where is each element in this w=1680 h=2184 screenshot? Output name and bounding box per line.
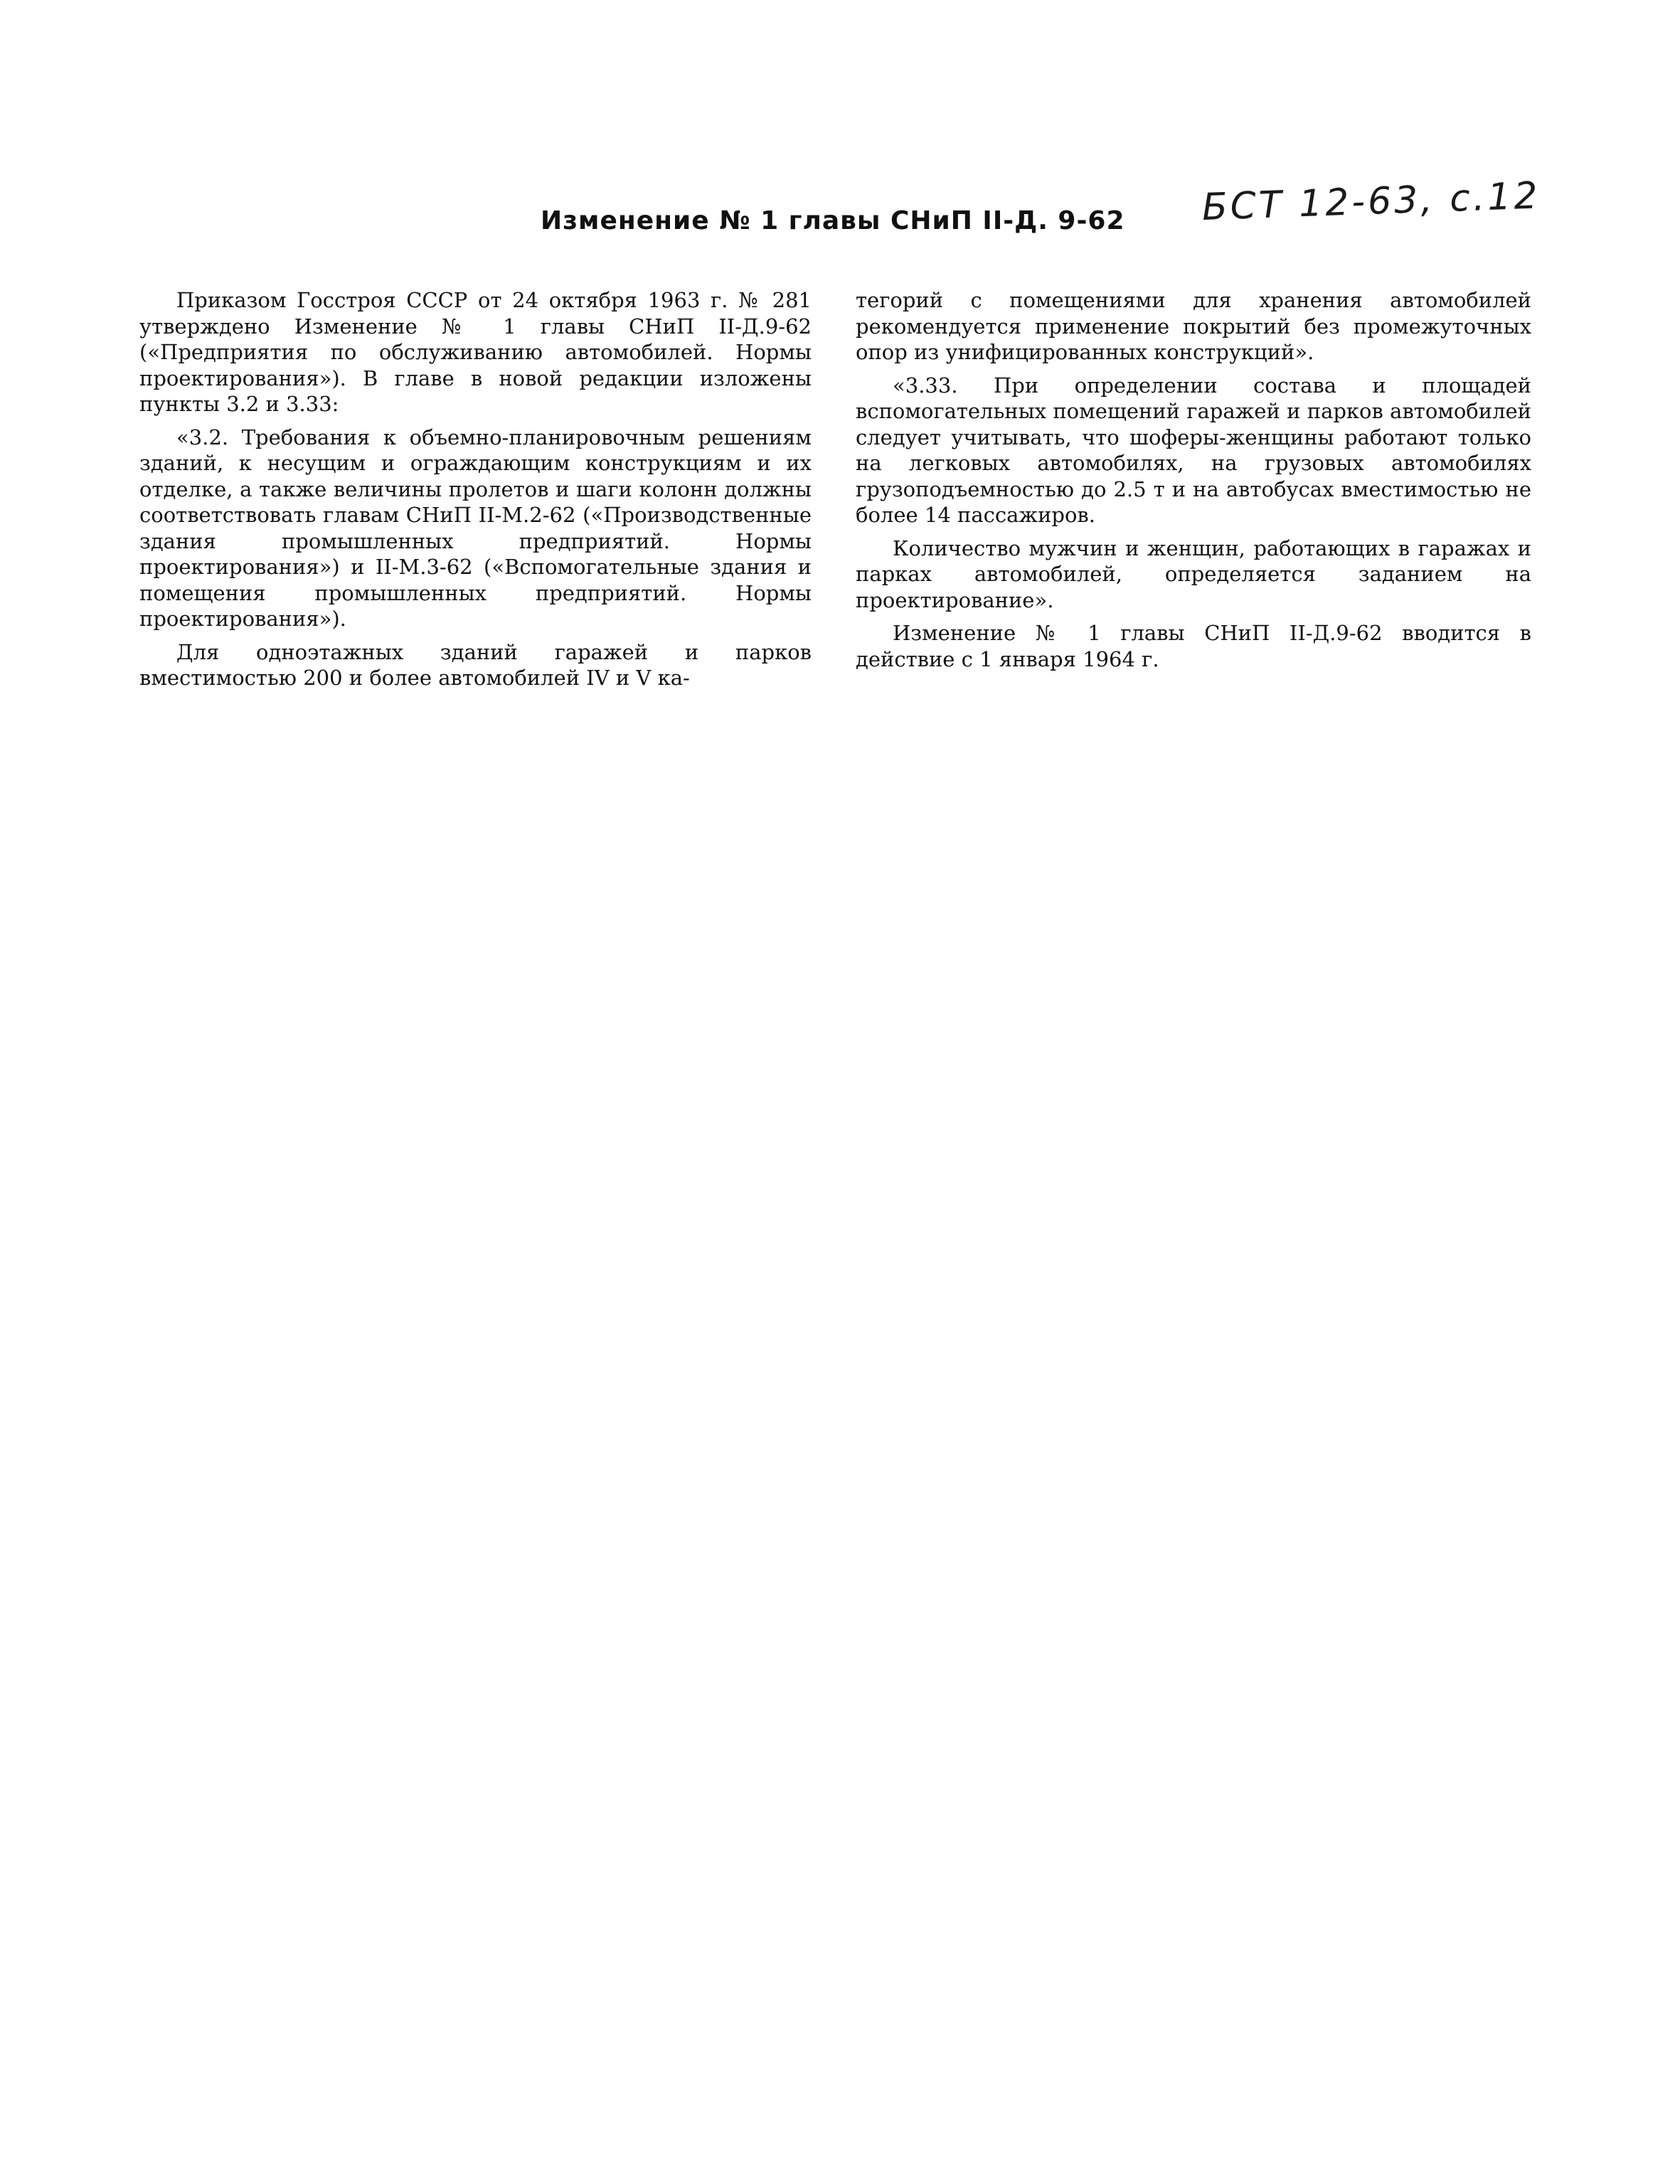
- handwritten-reference-note: БСТ 12-63, с.12: [1201, 174, 1541, 229]
- paragraph-staff-count: Количество мужчин и женщин, работающих в гаражах и парках автомобилей, определяется заданием на проектирование».: [856, 536, 1531, 612]
- paragraph-clause-3-33: «3.33. При определении состава и площадей вспомогательных помещений гаражей и парков автомобилей следует учитывать, что шоферы-женщины работают только на легковых автомобилях, на грузовых автомобилях грузоподъемностью до 2.5 т и на автобусах вместимостью не более 14 пассажиров.: [856, 373, 1531, 527]
- document-title: Изменение № 1 главы СНиП II-Д. 9-62: [541, 206, 1125, 235]
- left-text-column: [139, 287, 812, 698]
- paragraph-clause-3-2: «3.2. Требования к объемно-планировочным решениям зданий, к несущим и ограждающим конструкциям и их отделке, а также величины пролетов и шаги колонн должны соответствовать главам СНиП II-М.2-62 («Производственные здания промышленных предприятий. Нормы проектирования») и II-М.3-62 («Вспомогательные здания и помещения промышленных предприятий. Нормы проектирования»).: [139, 425, 812, 631]
- paragraph-continuation: тегорий с помещениями для хранения автомобилей рекомендуется применение покрытий без промежуточных опор из унифицированных конструкций».: [856, 288, 1531, 364]
- paragraph-one-storey-buildings: Для одноэтажных зданий гаражей и парков вместимостью 200 и более автомобилей IV и V ка-: [139, 639, 812, 690]
- paragraph-effective-date: Изменение № 1 главы СНиП II-Д.9-62 вводится в действие с 1 января 1964 г.: [856, 621, 1531, 671]
- paragraph-order-intro: Приказом Госстроя СССР от 24 октября 1963 г. № 281 утверждено Изменение № 1 главы СНиП II-Д.9-62 («Предприятия по обслуживанию автомобилей. Нормы проектирования»). В главе в новой редакции изложены пункты 3.2 и 3.33:: [139, 288, 812, 416]
- right-text-column: [856, 287, 1531, 679]
